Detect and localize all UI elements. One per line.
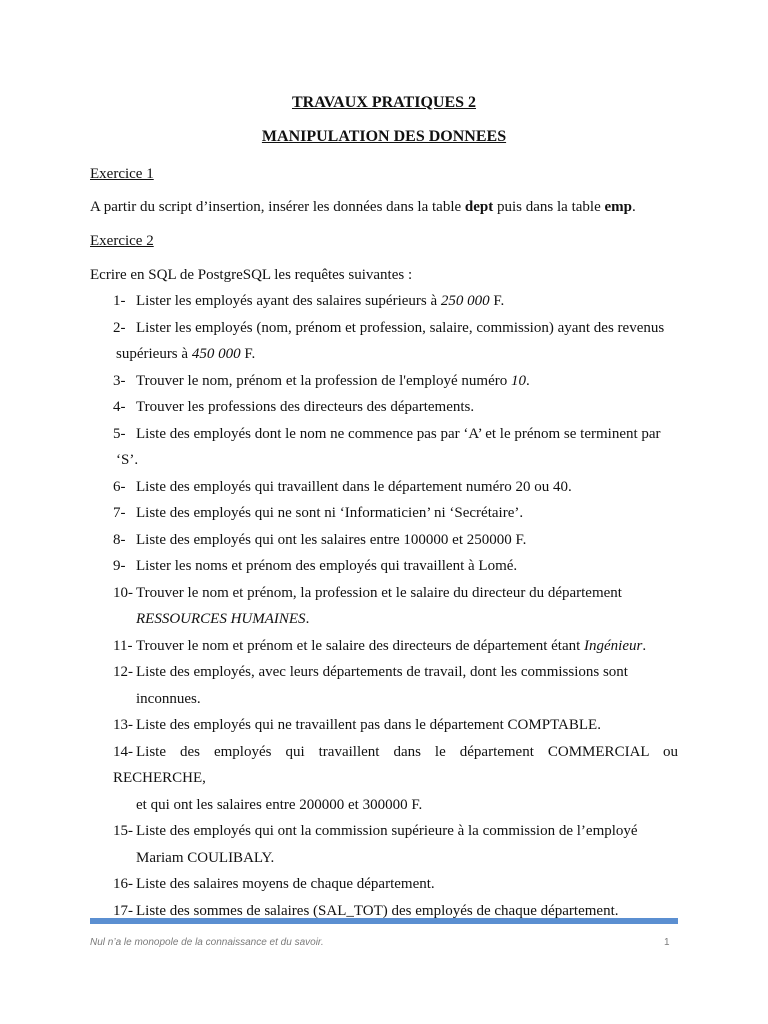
item-number: 11- xyxy=(113,637,133,654)
item-text: Liste des employés qui ne travaillent pas dans le département COMPTABLE. xyxy=(136,717,601,733)
item-number: 8- xyxy=(113,531,126,548)
item-italic: 10 xyxy=(511,372,526,389)
item-text: Liste des employés qui ont les salaires entre 100000 et 250000 F. xyxy=(136,531,527,548)
item-italic: 250 000 xyxy=(440,293,490,309)
exercise-1-heading: Exercice 1 xyxy=(90,166,154,182)
page-subtitle: MANIPULATION DES DONNEES xyxy=(261,128,507,145)
list-item xyxy=(90,659,678,712)
item-text: Lister les employés (nom, prénom et profession, salaire, commission) ayant des revenus xyxy=(136,319,665,336)
item-text-cont: ‘S’. xyxy=(116,452,139,468)
item-text-end: . xyxy=(526,372,530,389)
item-text: Liste des salaires moyens de chaque département. xyxy=(136,876,435,892)
item-text: Liste des employés qui travaillent dans le département COMMERCIAL ou RECHERCHE, xyxy=(113,743,678,786)
list-item xyxy=(90,739,678,819)
exercise-1-text xyxy=(90,194,678,220)
item-text: Liste des employés qui ne sont ni ‘Informaticien’ ni ‘Secrétaire’. xyxy=(136,505,524,521)
item-text-end: . xyxy=(305,611,310,627)
exercise-2-intro: Ecrire en SQL de PostgreSQL les requêtes suivantes : xyxy=(90,267,413,283)
exercise-1-text-a: A partir du script d’insertion, insérer les données dans la table xyxy=(90,199,465,215)
list-item xyxy=(90,712,678,739)
table-name-emp: emp xyxy=(604,199,632,215)
footer-divider xyxy=(90,918,678,924)
item-number: 4- xyxy=(113,399,126,415)
item-text: Trouver le nom, prénom et la profession de l'employé numéro xyxy=(136,372,511,389)
item-number: 10- xyxy=(113,584,133,601)
item-text: Trouver le nom et prénom et le salaire des directeurs de département étant xyxy=(136,637,585,654)
item-text: Lister les employés ayant des salaires supérieurs à xyxy=(136,293,441,309)
table-name-dept: dept xyxy=(464,199,494,215)
list-item xyxy=(90,474,678,501)
item-number: 15- xyxy=(113,823,133,839)
item-text: Liste des employés dont le nom ne commence pas par ‘A’ et le prénom se terminent par xyxy=(136,425,661,442)
list-item xyxy=(90,633,678,660)
question-list xyxy=(90,288,678,924)
exercise-1-text-c: . xyxy=(631,199,636,215)
item-text: Lister les noms et prénom des employés qui travaillent à Lomé. xyxy=(136,558,518,574)
item-text-cont: supérieurs à xyxy=(116,346,192,362)
item-text: Liste des employés qui travaillent dans le département numéro 20 ou 40. xyxy=(136,478,572,495)
exercise-1-text-b: puis dans la table xyxy=(493,199,605,215)
item-italic: RESSOURCES HUMAINES xyxy=(136,611,306,627)
item-text-end: . xyxy=(642,637,647,654)
item-text: Liste des employés, avec leurs départements de travail, dont les commissions sont xyxy=(136,664,628,680)
item-text: Trouver le nom et prénom, la profession et le salaire du directeur du département xyxy=(136,584,622,601)
list-item xyxy=(90,315,678,368)
item-text-end: F. xyxy=(240,346,256,362)
list-item xyxy=(90,818,678,871)
list-item xyxy=(90,527,678,554)
item-number: 6- xyxy=(113,478,126,495)
item-number: 14- xyxy=(113,743,133,760)
item-number: 5- xyxy=(113,425,126,442)
item-number: 3- xyxy=(113,372,126,389)
list-item xyxy=(90,368,678,395)
item-text-end: F. xyxy=(489,293,505,309)
item-italic: 450 000 xyxy=(191,346,241,362)
item-number: 2- xyxy=(113,319,126,336)
item-number: 7- xyxy=(113,505,126,521)
item-number: 9- xyxy=(113,558,126,574)
page-title: TRAVAUX PRATIQUES 2 xyxy=(291,94,477,111)
item-text-cont: et qui ont les salaires entre 200000 et 300000 F. xyxy=(136,796,423,813)
item-text-cont: Mariam COULIBALY. xyxy=(136,849,275,866)
list-item xyxy=(90,421,678,474)
item-number: 16- xyxy=(113,876,133,892)
list-item xyxy=(90,288,678,315)
page-number: 1 xyxy=(664,937,670,948)
item-text: Trouver les professions des directeurs des départements. xyxy=(136,399,475,415)
list-item xyxy=(90,553,678,580)
item-number: 17- xyxy=(113,902,133,919)
list-item xyxy=(90,871,678,898)
item-text-cont: inconnues. xyxy=(136,690,201,707)
item-italic: Ingénieur xyxy=(584,637,643,654)
item-text: Liste des employés qui ont la commission supérieure à la commission de l’employé xyxy=(136,823,638,839)
list-item xyxy=(90,500,678,527)
exercise-2-heading: Exercice 2 xyxy=(90,233,154,249)
item-number: 13- xyxy=(113,717,133,733)
item-number: 1- xyxy=(113,293,126,309)
list-item xyxy=(90,580,678,633)
item-number: 12- xyxy=(113,664,133,680)
item-text: Liste des sommes de salaires (SAL_TOT) des employés de chaque département. xyxy=(136,902,619,919)
footer-motto: Nul n’a le monopole de la connaissance et du savoir. xyxy=(90,937,324,948)
list-item xyxy=(90,394,678,421)
